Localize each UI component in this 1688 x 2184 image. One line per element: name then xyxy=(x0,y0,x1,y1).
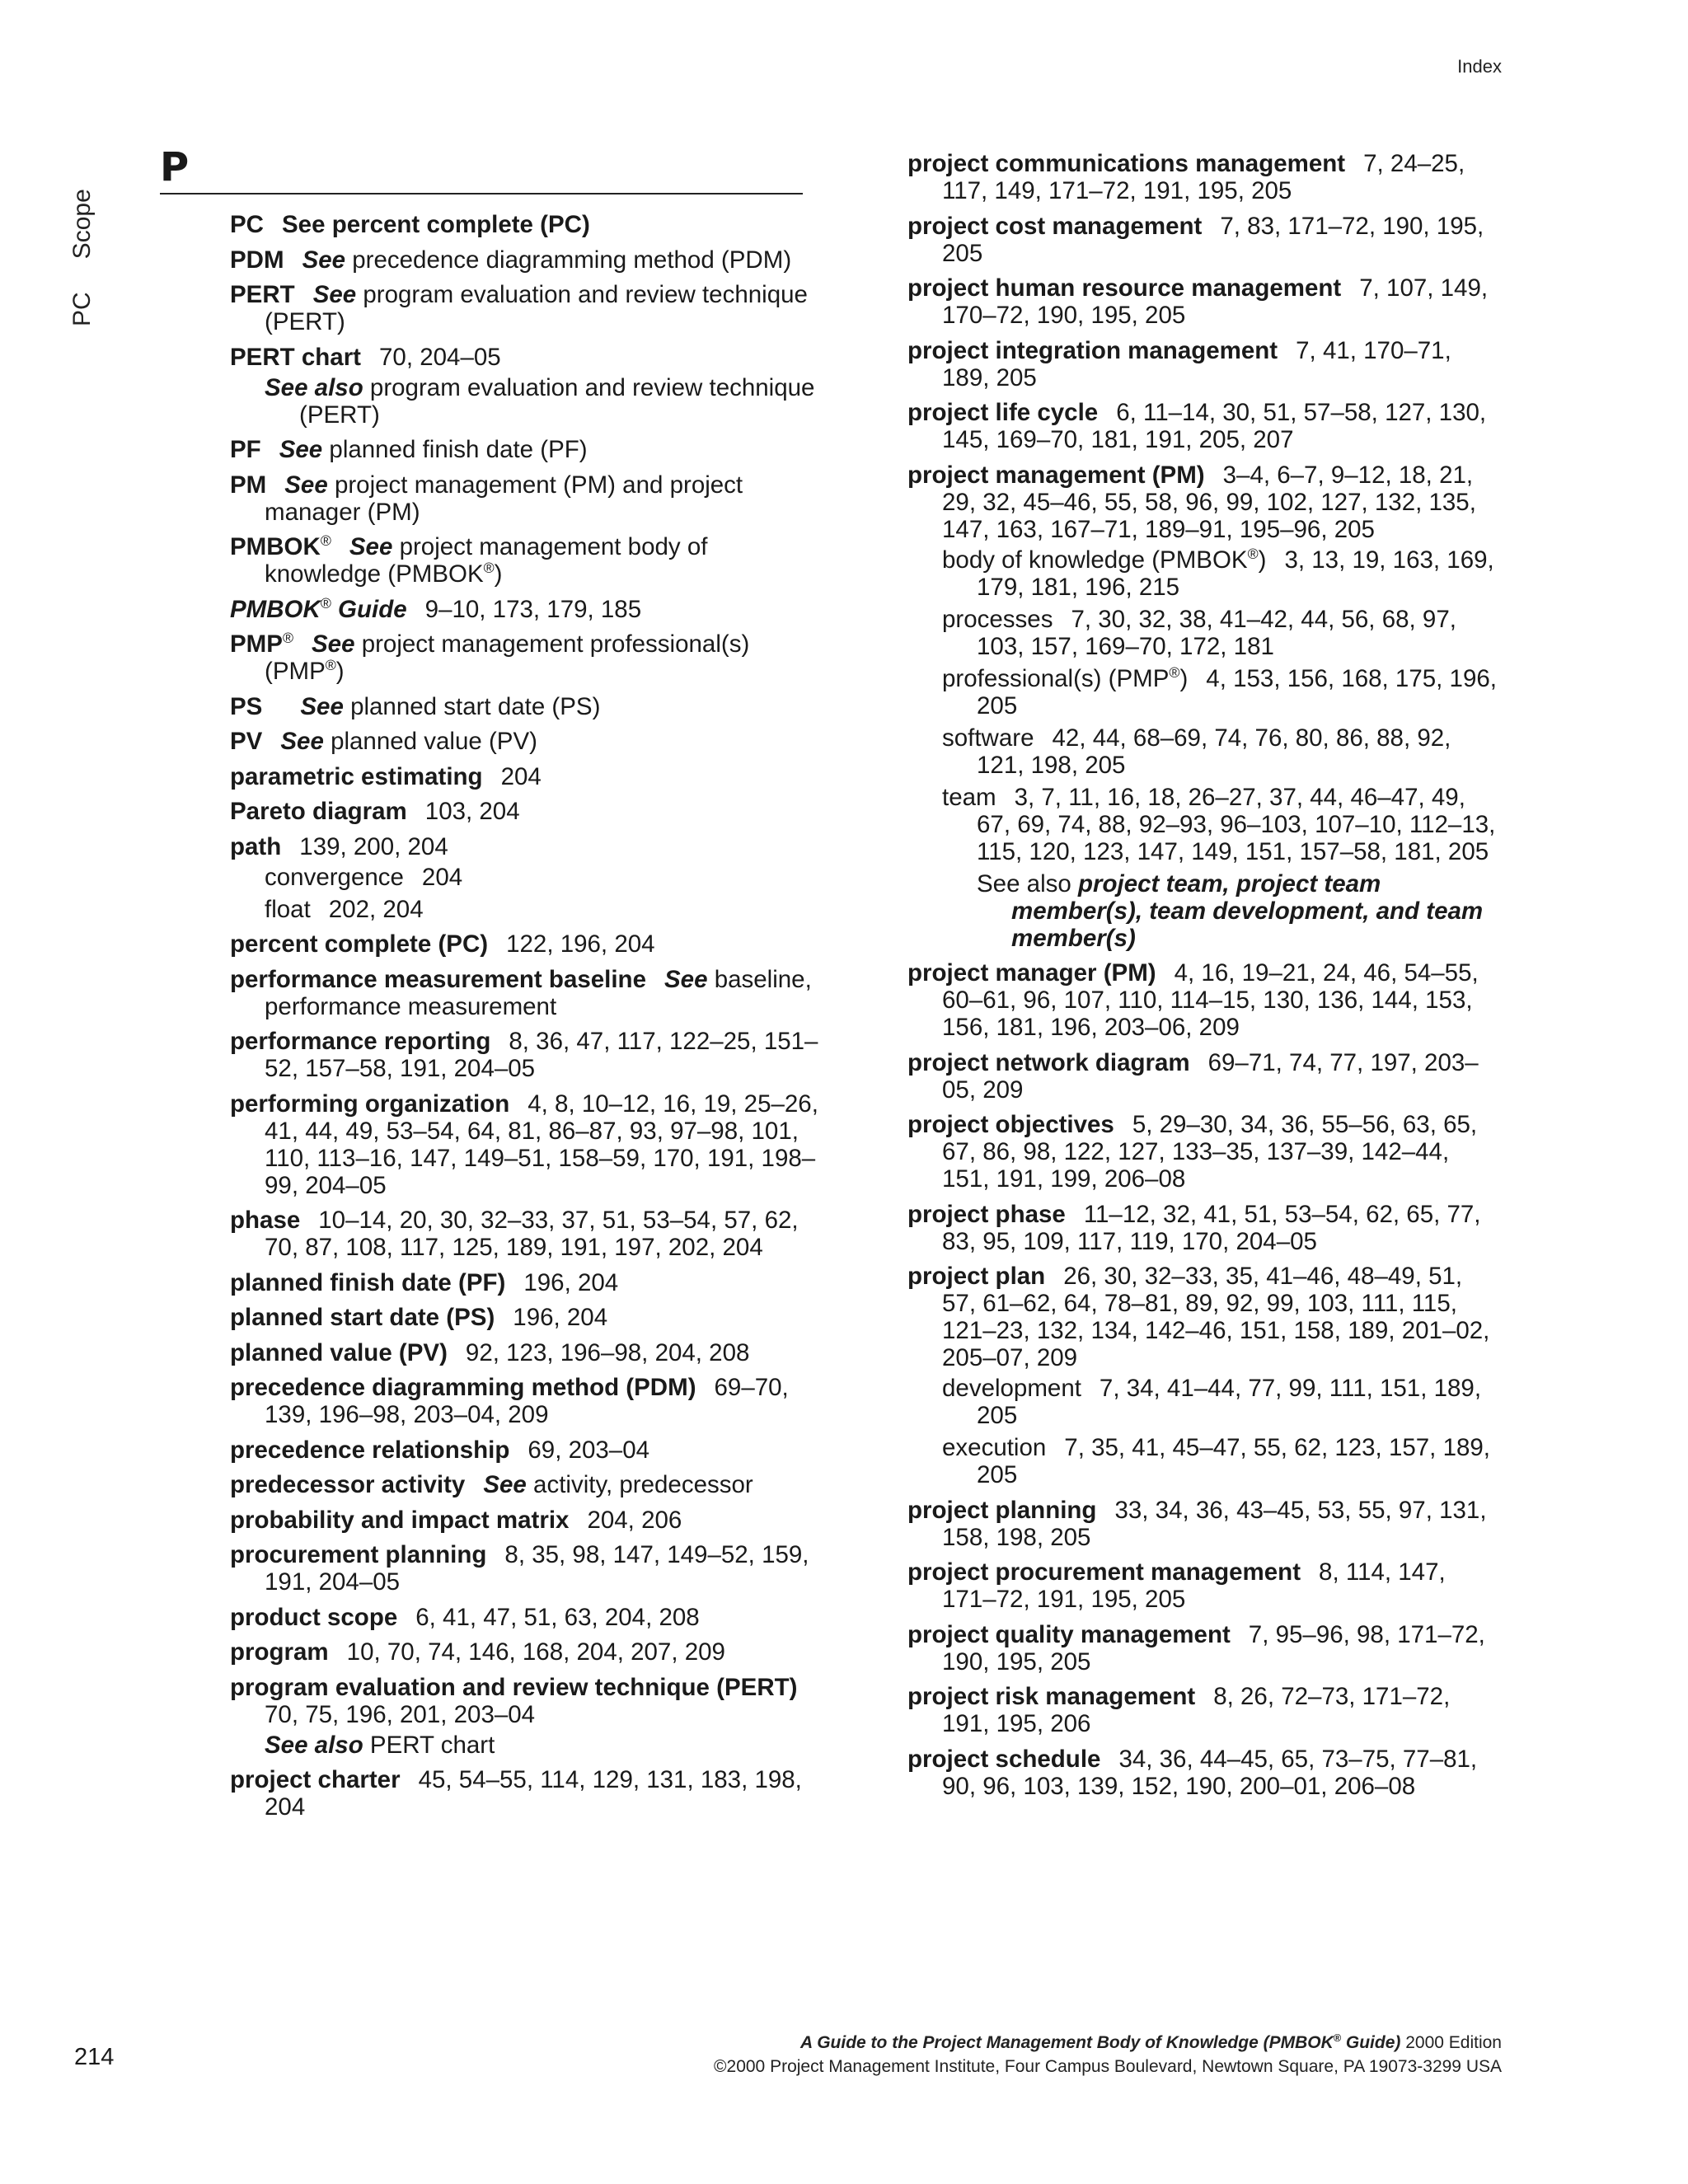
index-entry-risk-mgmt: project risk management 8, 26, 72–73, 171–72, 191, 195, 206 xyxy=(907,1683,1451,1737)
thumb-tab-to: Scope xyxy=(68,189,96,260)
index-subentry-professionals: professional(s) (PMP®) 4, 153, 156, 168, 175, 196, 205 xyxy=(942,663,1497,719)
index-entry-network-diagram: project network diagram 69–71, 74, 77, 197, 203–05, 209 xyxy=(907,1048,1479,1104)
index-entry-predecessor-activity: predecessor activity See activity, predecessor xyxy=(230,1471,753,1498)
section-letter-heading xyxy=(160,144,803,194)
running-header: Index xyxy=(1457,56,1502,77)
index-entry-cost: project cost management 7, 83, 171–72, 190, 195, 205 xyxy=(907,212,1484,267)
index-entry-human-resource: project human resource management 7, 107, 149, 170–72, 190, 195, 205 xyxy=(907,274,1489,329)
index-subentry-execution: execution 7, 35, 41, 45–47, 55, 62, 123, 157, 189, 205 xyxy=(942,1434,1490,1488)
index-entry-communications: project communications management 7, 24–25, 117, 149, 171–72, 191, 195, 205 xyxy=(907,150,1465,204)
index-subentry-bok: body of knowledge (PMBOK®) 3, 13, 19, 163, 169, 179, 181, 196, 215 xyxy=(942,545,1494,601)
index-entry-quality-mgmt: project quality management 7, 95–96, 98, 171–72, 190, 195, 205 xyxy=(907,1620,1485,1675)
index-entry-project-schedule: project schedule 34, 36, 44–45, 65, 73–75, 77–81, 90, 96, 103, 139, 152, 190, 200–01, 206–08 xyxy=(907,1745,1478,1800)
index-entry-percent-complete: percent complete (PC) 122, 196, 204 xyxy=(230,930,655,958)
footer-book-title: A Guide to the Project Management Body of Knowledge (PMBOK® Guide) 2000 Edition xyxy=(800,2032,1502,2052)
index-entry-project-phase: project phase 11–12, 32, 41, 51, 53–54, 62, 65, 77, 83, 95, 109, 117, 119, 170, 204–05 xyxy=(907,1200,1481,1255)
footer-copyright: ©2000 Project Management Institute, Four Campus Boulevard, Newtown Square, PA 19073-3299 USA xyxy=(714,2057,1502,2076)
index-entry-pf: PF See planned finish date (PF) xyxy=(230,436,588,463)
index-see-also-pert-chart: See also PERT chart xyxy=(265,1731,495,1759)
thumb-tab-from: PC xyxy=(68,292,96,326)
index-entry-integration: project integration management 7, 41, 170–71, 189, 205 xyxy=(907,336,1451,391)
page-footer xyxy=(714,2031,1502,2079)
index-column-left xyxy=(230,211,823,1829)
thumb-tab xyxy=(58,189,107,326)
index-entry-pim: probability and impact matrix 204, 206 xyxy=(230,1506,682,1534)
index-entry-pert-chart: PERT chart 70, 204–05 xyxy=(230,343,501,371)
index-entry-parametric: parametric estimating 204 xyxy=(230,762,542,790)
index-entry-project-plan: project plan 26, 30, 32–33, 35, 41–46, 48–49, 51, 57, 61–62, 64, 78–81, 89, 92, 99, 103, 111, 115, 121–23, 132, 134, 142–46, 151, 158, 189, 201–02, 205–07, 209 xyxy=(907,1263,1490,1371)
index-entry-pert: PERT See program evaluation and review technique (PERT) xyxy=(230,281,808,335)
index-entry-pv: PV See planned value (PV) xyxy=(230,728,537,755)
index-entry-procurement-mgmt: project procurement management 8, 114, 147, 171–72, 191, 195, 205 xyxy=(907,1558,1446,1613)
index-subentry-software: software 42, 44, 68–69, 74, 76, 80, 86, 88, 92, 121, 198, 205 xyxy=(942,724,1451,779)
index-column-right xyxy=(907,150,1501,1807)
index-entry-pdm: PDM See precedence diagramming method (PDM) xyxy=(230,246,792,274)
index-entry-planned-value: planned value (PV) 92, 123, 196–98, 204, 208 xyxy=(230,1338,750,1366)
index-entry-ps: PS See planned start date (PS) xyxy=(230,692,601,720)
index-subentry-float: float 202, 204 xyxy=(265,895,424,923)
index-entry-project-planning: project planning 33, 34, 36, 43–45, 53, 55, 97, 131, 158, 198, 205 xyxy=(907,1496,1487,1551)
index-see-also-team: See also project team, project team member(s), team development, and team member(s) xyxy=(977,869,1484,952)
index-entry-planned-finish: planned finish date (PF) 196, 204 xyxy=(230,1268,619,1296)
index-subentry-development: development 7, 34, 41–44, 77, 99, 111, 151, 189, 205 xyxy=(942,1375,1482,1429)
index-see-also-pert: See also program evaluation and review technique (PERT) xyxy=(265,373,815,429)
index-entry-pert-full: program evaluation and review technique (PERT)70, 75, 196, 201, 203–04 xyxy=(230,1673,798,1728)
index-entry-pmbok: PMBOK® See project management body of knowledge (PMBOK®) xyxy=(230,532,708,588)
index-entry-precedence-relationship: precedence relationship 69, 203–04 xyxy=(230,1436,650,1464)
section-letter: P xyxy=(160,144,189,190)
index-entry-life-cycle: project life cycle 6, 11–14, 30, 51, 57–58, 127, 130, 145, 169–70, 181, 191, 205, 207 xyxy=(907,399,1487,453)
index-entry-pareto: Pareto diagram 103, 204 xyxy=(230,798,520,825)
index-entry-pm: PM See project management (PM) and project manager (PM) xyxy=(230,471,743,526)
page-number: 214 xyxy=(74,2044,115,2070)
index-entry-pdm-full: precedence diagramming method (PDM) 69–70, 139, 196–98, 203–04, 209 xyxy=(230,1374,789,1428)
index-entry-project-management: project management (PM) 3–4, 6–7, 9–12, 18, 21, 29, 32, 45–46, 55, 58, 96, 99, 102, 127, 132, 135, 147, 163, 167–71, 189–91, 195–96, 205 xyxy=(907,461,1476,543)
index-subentry-team: team 3, 7, 11, 16, 18, 26–27, 37, 44, 46–47, 49, 67, 69, 74, 88, 92–93, 96–103, 107–10, 112–13, 115, 120, 123, 147, 149, 151, 157–58, 181, 205 xyxy=(942,783,1496,865)
index-entry-phase: phase 10–14, 20, 30, 32–33, 37, 51, 53–54, 57, 62, 70, 87, 108, 117, 125, 189, 191, 197, 202, 204 xyxy=(230,1207,799,1261)
index-entry-path: path 139, 200, 204 xyxy=(230,832,448,860)
index-entry-pc: PC See percent complete (PC) xyxy=(230,211,590,238)
index-subentry-processes: processes 7, 30, 32, 38, 41–42, 44, 56, 68, 97, 103, 157, 169–70, 172, 181 xyxy=(942,605,1456,660)
index-entry-performing-organization: performing organization 4, 8, 10–12, 16, 19, 25–26, 41, 44, 49, 53–54, 64, 81, 86–87, 93, 97–98, 101, 110, 113–16, 147, 149–51, 158–59, 170, 191, 198–99, 204–05 xyxy=(230,1090,818,1199)
index-entry-project-manager: project manager (PM) 4, 16, 19–21, 24, 46, 54–55, 60–61, 96, 107, 110, 114–15, 130, 136, 144, 153, 156, 181, 196, 203–06, 209 xyxy=(907,959,1479,1041)
index-entry-pmp: PMP® See project management professional(s) (PMP®) xyxy=(230,630,750,685)
index-entry-product-scope: product scope 6, 41, 47, 51, 63, 204, 208 xyxy=(230,1603,700,1631)
index-entry-planned-start: planned start date (PS) 196, 204 xyxy=(230,1304,608,1331)
index-entry-pmb: performance measurement baseline See baseline, performance measurement xyxy=(230,965,812,1020)
index-entry-procurement-planning: procurement planning 8, 35, 98, 147, 149–52, 159, 191, 204–05 xyxy=(230,1541,809,1596)
index-entry-program: program 10, 70, 74, 146, 168, 204, 207, 209 xyxy=(230,1638,725,1666)
index-entry-objectives: project objectives 5, 29–30, 34, 36, 55–56, 63, 65, 67, 86, 98, 122, 127, 133–35, 137–39, 142–44, 151, 191, 199, 206–08 xyxy=(907,1111,1478,1193)
index-entry-project-charter: project charter 45, 54–55, 114, 129, 131, 183, 198, 204 xyxy=(230,1766,802,1821)
index-entry-pmbok-guide: PMBOK® Guide 9–10, 173, 179, 185 xyxy=(230,594,642,623)
index-entry-performance-reporting: performance reporting 8, 36, 47, 117, 122–25, 151–52, 157–58, 191, 204–05 xyxy=(230,1028,818,1082)
index-subentry-convergence: convergence 204 xyxy=(265,863,463,891)
